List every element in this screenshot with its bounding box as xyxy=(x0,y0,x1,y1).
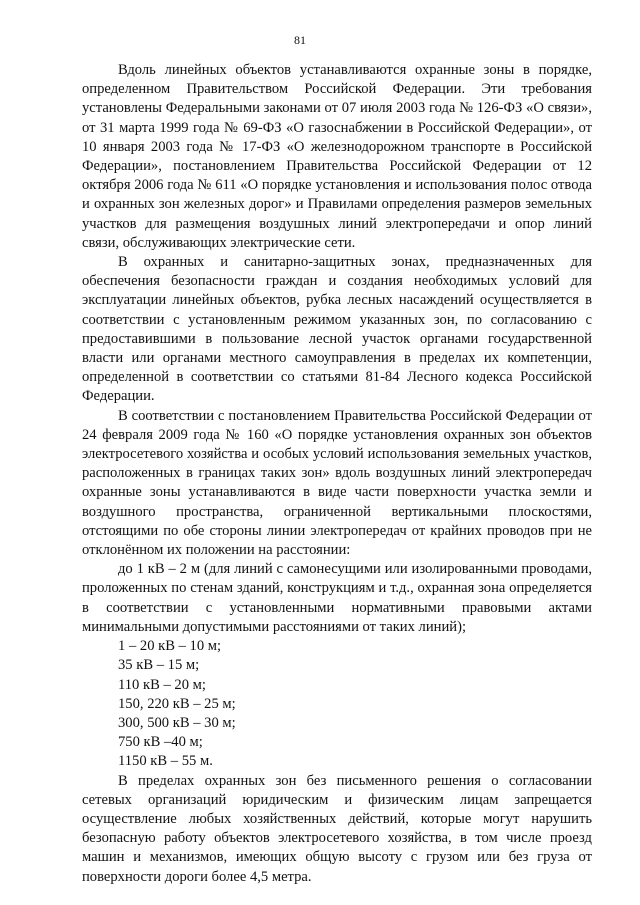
voltage-item: 110 кВ – 20 м; xyxy=(118,676,206,693)
paragraph-prohibited-actions: В пределах охранных зон без письменного решения о согласовании сетевых организаций юридическим и физическим лицам запрещается осуществление любых хозяйственных действий, которые могут нарушить безопасную работу объектов электросетевого хозяйства, в том числе проезд машин и механизмов, имеющих общую высоту с грузом или без груза от поверхности дороги более 4,5 метра. xyxy=(82,772,592,885)
document-body xyxy=(82,61,592,887)
voltage-item: 750 кВ –40 м; xyxy=(118,734,203,751)
page-number: 81 xyxy=(294,33,306,47)
paragraph-protected-zones: Вдоль линейных объектов устанавливаются охранные зоны в порядке, определенном Правительством Российской Федерации. Эти требования установлены Федеральными законами от 07 июля 2003 года № 126-ФЗ «О связи», от 31 марта 1999 года № 69-ФЗ «О газоснабжении в Российской Федерации», от 10 января 2003 года № 17-ФЗ «О железнодорожном транспорте в Российской Федерации», постановлением Правительства Российской Федерации от 12 октября 2006 года № 611 «О порядке установления и использования полос отвода и охранных зон железных дорог» и Правилами определения размеров земельных участков для размещения воздушных линий электропередачи и опор линий связи, обслуживающих электрические сети. xyxy=(82,62,592,251)
voltage-distance-list xyxy=(82,637,592,771)
voltage-item: 300, 500 кВ – 30 м; xyxy=(118,714,236,731)
voltage-item: 35 кВ – 15 м; xyxy=(118,657,200,674)
paragraph-logging-rules: В охранных и санитарно-защитных зонах, предназначенных для обеспечения безопасности граждан и создания необходимых условий для эксплуатации линейных объектов, рубка лесных насаждений осуществляется в соответствии с установленным режимом указанных зон, по согласованию с предоставившими в пользование лесной участок органами государственной власти или органами местного самоуправления в пределах их компетенции, определенной в соответствии со статьями 81-84 Лесного кодекса Российской Федерации. xyxy=(82,254,592,405)
voltage-item: 1 – 20 кВ – 10 м; xyxy=(118,638,222,655)
paragraph-power-line-zones: В соответствии с постановлением Правительства Российской Федерации от 24 февраля 2009 года № 160 «О порядке установления охранных зон объектов электросетевого хозяйства и особых условий использования земельных участков, расположенных в границах таких зон» вдоль воздушных линий электропередач охранные зоны устанавливаются в виде части поверхности участка земли и воздушного пространства, ограниченной вертикальными плоскостями, отстоящими по обе стороны линии электропередач от крайних проводов при не отклонённом их положении на расстоянии: xyxy=(82,407,592,559)
paragraph-low-voltage: до 1 кВ – 2 м (для линий с самонесущими или изолированными проводами, проложенных по стенам зданий, конструкциям и т.д., охранная зона определяется в соответствии с установленными нормативными правовыми актами минимальными допустимыми расстояниями от таких линий); xyxy=(82,561,592,635)
voltage-item: 1150 кВ – 55 м. xyxy=(118,753,213,770)
voltage-item: 150, 220 кВ – 25 м; xyxy=(118,695,236,712)
